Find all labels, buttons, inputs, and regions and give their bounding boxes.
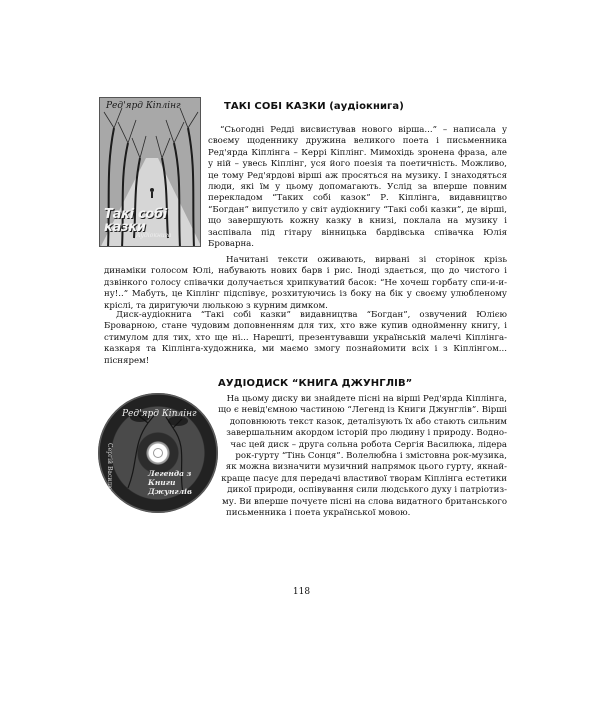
text-line: рок-гурту “Тінь Сонця”. Волелюбна і змістовна рок-музика,: [235, 451, 507, 462]
section-heading-audiodisc: АУДІОДИСК “КНИГА ДЖУНГЛІВ”: [218, 378, 413, 389]
cd-title: Легенда з Книги Джунглів: [148, 469, 192, 496]
cover-title: Такі собі казки: [104, 207, 167, 235]
text-line: завершальним акордом історій про людину і природу. Водно-: [226, 428, 507, 439]
text-line: дикої природи, оспівування сили людського духу і патріотиз-: [227, 485, 507, 496]
text-line: час цей диск – друга сольна робота Сергія Василюка, лідера: [230, 439, 507, 450]
text-line: краще пасує для передачі властивої творам Кіплінга естетики: [221, 473, 507, 484]
text-line: письменника і поета української мовою.: [226, 508, 411, 519]
book-cover-image: [99, 97, 201, 247]
paragraph: “Сьогодні Редді висвистував нового вірша...” – написала у своєму щоденнику дружина великого поета і письменника Ред'ярда Кіплінга – Керрі Кіплінг. Мимохідь зронена фраза, але у ній – увесь Кіплінг, уся його поезія та поетичність. Можливо, це тому Ред'ярдові вірші аж просяться на музику. І знаходяться люди, які їм у цьому допомагають. Услід за вперше повним перекладом “Таких собі казок” Р. Кіплінга, видавництво “Богдан” випустило у світ аудіокнигу “Такі собі казки”, де вірші, що завершують кожну казку в книзі, поклала на музику і заспівала під гітару вінницька бардівська співачка Юлія Броварна.: [208, 125, 507, 250]
text-line: му. Ви вперше почуєте пісні на слова видатного британського: [222, 496, 507, 507]
cd-artist: Сергій Василюк: [106, 443, 113, 495]
cover-author: Ред'ярд Кіплінг: [106, 101, 181, 111]
paragraph: Диск-аудіокнига “Такі собі казки” видавництва “Богдан”, озвучений Юлією Броварною, стане чудовим доповненням для тих, хто вже купив однойменну книгу, і стимулом для тих, хто ще ні... Нарешті, презентувавши українській малечі Кіплінга-казкаря та Кіплінга-художника, ми маємо змогу познайомити всіх і з Кіплінгом... піснярем!: [104, 310, 507, 366]
text-line: що є невід'ємною частиною “Легенд із Книги Джунглів”. Вірші: [218, 405, 507, 416]
cd-description: [104, 394, 507, 519]
text-line: як можна визначити музичний напрямок цього гурту, якнай-: [225, 462, 507, 473]
text-line: доповнюють текст казок, деталізують їх або стають сильним: [229, 416, 507, 427]
paragraph: Начитані тексти оживають, вирвані зі сторінок крізь динаміки голосом Юлі, набувають нових барв і рис. Іноді здається, що до чистого і дзвінкого голосу співачки долучається хрипкуватий басок: “Не хочеш горбату спи-и-и-ну!..” Мабуть, це Кіплінг підспівує, розхитуючись із боку на бік у своєму улюбленому кріслі, та диригуючи люлькою з курним димком.: [104, 255, 507, 311]
page-number: 118: [292, 587, 311, 597]
text-line: На цьому диску ви знайдете пісні на вірші Ред'ярда Кіплінга,: [226, 394, 507, 404]
section-heading-audiobook: ТАКІ СОБІ КАЗКИ (аудіокнига): [224, 101, 404, 112]
cd-author: Ред'ярд Кіплінг: [122, 409, 197, 419]
cover-subtitle: Аудіокнига: [136, 232, 172, 239]
